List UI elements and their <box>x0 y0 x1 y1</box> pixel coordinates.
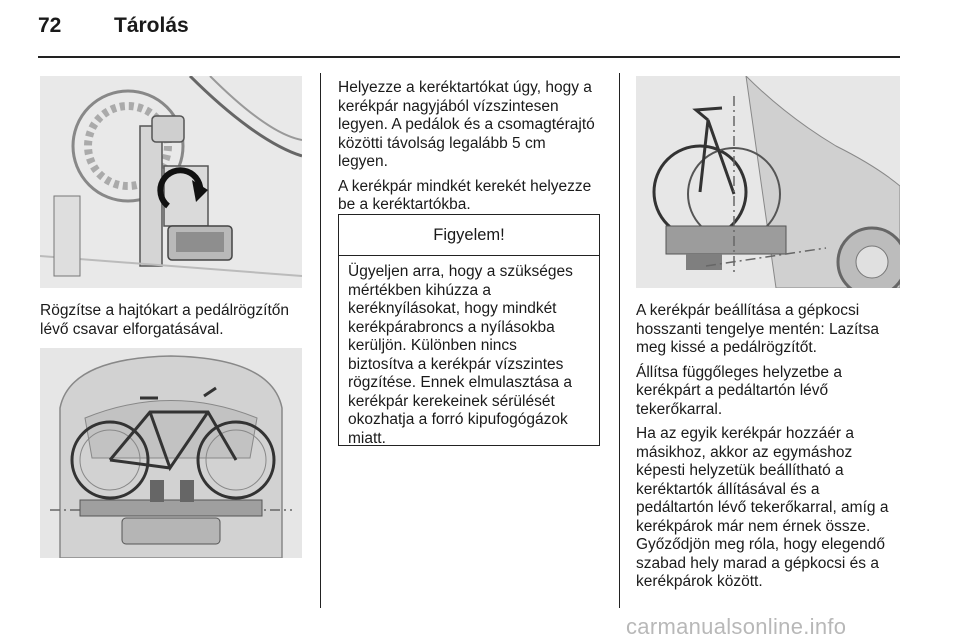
vertical-paragraph: Állítsa függőleges helyzetbe a kerékpárt a pedáltartón lévő tekerőkarral. <box>636 363 842 418</box>
page-number: 72 <box>38 14 62 37</box>
figure-bike-side-view <box>636 76 900 288</box>
figure-bike-rear-view <box>40 348 302 558</box>
warning-body: Ügyeljen arra, hogy a szükséges mértékben kihúzza a keréknyílásokat, hogy mindkét kerékpárabroncs a nyílásokba kerüljön. Különben nincs biztosítva a kerékpár vízszintes rögzítése. Ennek elmulasztása a kerékpár kerekeinek sérülését okozhatja a forró kipufogógázok miatt. <box>348 263 573 447</box>
alignment-paragraph: A kerékpár beállítása a gépkocsi hosszanti tengelye mentén: Lazítsa meg kissé a pedálrögzítőt. <box>636 302 879 356</box>
column-divider-right <box>619 73 620 608</box>
positioning-paragraph: Helyezze a keréktartókat úgy, hogy a kerékpár nagyjából vízszintesen legyen. A pedálok és a csomagtérajtó közötti távolság legalább 5 cm legyen. <box>338 79 595 170</box>
header-rule <box>38 56 900 58</box>
wheel-placement-paragraph: A kerékpár mindkét kerekét helyezze be a keréktartókba. <box>338 177 592 213</box>
column-divider-left <box>320 73 321 608</box>
figure-pedal-clamp <box>40 76 302 288</box>
warning-box <box>338 214 600 446</box>
right-text <box>636 302 906 598</box>
section-title: Tárolás <box>114 14 189 37</box>
warning-title: Figyelem! <box>339 215 599 256</box>
middle-text <box>338 79 606 221</box>
caption-pedal-clamp: Rögzítse a hajtókart a pedálrögzítőn lévő csavar elforgatásával. <box>40 302 290 338</box>
spacing-paragraph: Ha az egyik kerékpár hozzáér a másikhoz, akkor az egymáshoz képesti helyzetük beállítható a keréktartók állításával és a pedáltartón lévő tekerőkarral, amíg a kerékpárok már nem érnek össze. Győződjön meg róla, hogy elegendő szabad hely marad a gépkocsi és a kerékpárok között. <box>636 425 889 590</box>
watermark: carmanualsonline.info <box>626 614 847 639</box>
